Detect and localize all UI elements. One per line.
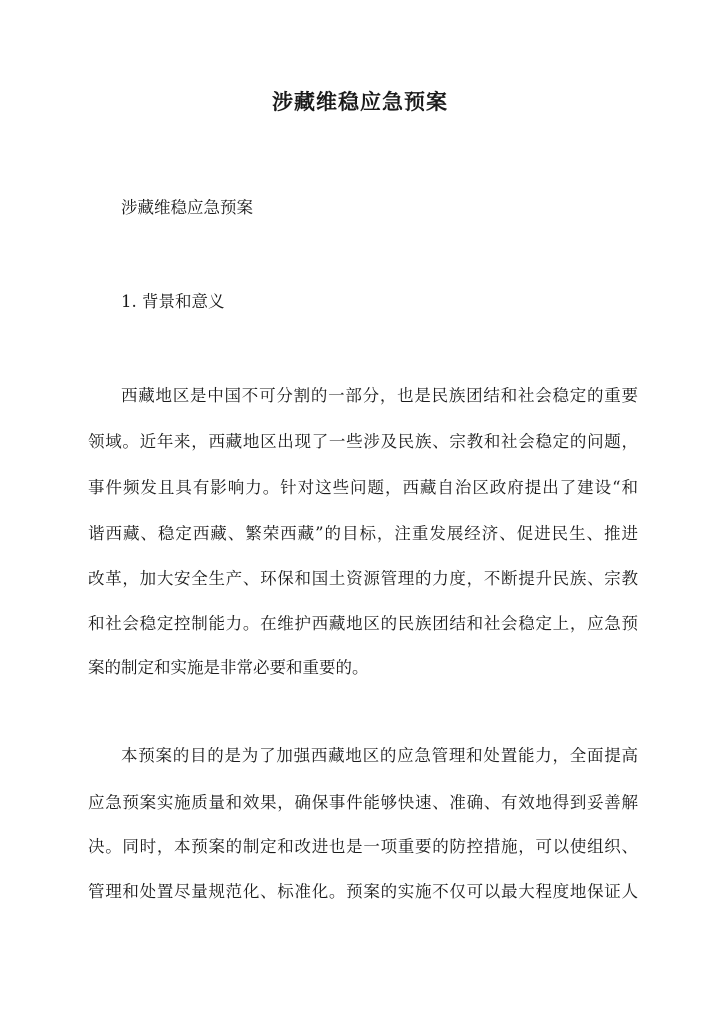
paragraph-2-line: 本预案的目的是为了加强西藏地区的应急管理和处置能力，全面提高: [121, 746, 638, 765]
paragraph-1-line: 谐西藏、稳定西藏、繁荣西藏”的目标，注重发展经济、促进民生、推进: [88, 524, 638, 543]
paragraph-1-line: 改革，加大安全生产、环保和国土资源管理的力度，不断提升民族、宗教: [88, 569, 638, 588]
paragraph-1-line: 西藏地区是中国不可分割的一部分，也是民族团结和社会稳定的重要: [121, 386, 638, 405]
paragraph-1-line: 案的制定和实施是非常必要和重要的。: [88, 658, 369, 677]
paragraph-1-line: 事件频发且具有影响力。针对这些问题，西藏自治区政府提出了建设“和: [88, 478, 638, 497]
paragraph-2-line: 管理和处置尽量规范化、标准化。预案的实施不仅可以最大程度地保证人: [88, 882, 638, 901]
document-title: 涉藏维稳应急预案: [272, 89, 448, 114]
paragraph-2-line: 决。同时，本预案的制定和改进也是一项重要的防控措施，可以使组织、: [88, 837, 638, 856]
paragraph-1-line: 和社会稳定控制能力。在维护西藏地区的民族团结和社会稳定上，应急预: [88, 614, 638, 633]
document-subtitle: 涉藏维稳应急预案: [121, 198, 253, 217]
section-heading: 1. 背景和意义: [121, 292, 225, 311]
paragraph-2-line: 应急预案实施质量和效果，确保事件能够快速、准确、有效地得到妥善解: [88, 793, 638, 812]
paragraph-1-line: 领域。近年来，西藏地区出现了一些涉及民族、宗教和社会稳定的问题，: [88, 432, 638, 451]
